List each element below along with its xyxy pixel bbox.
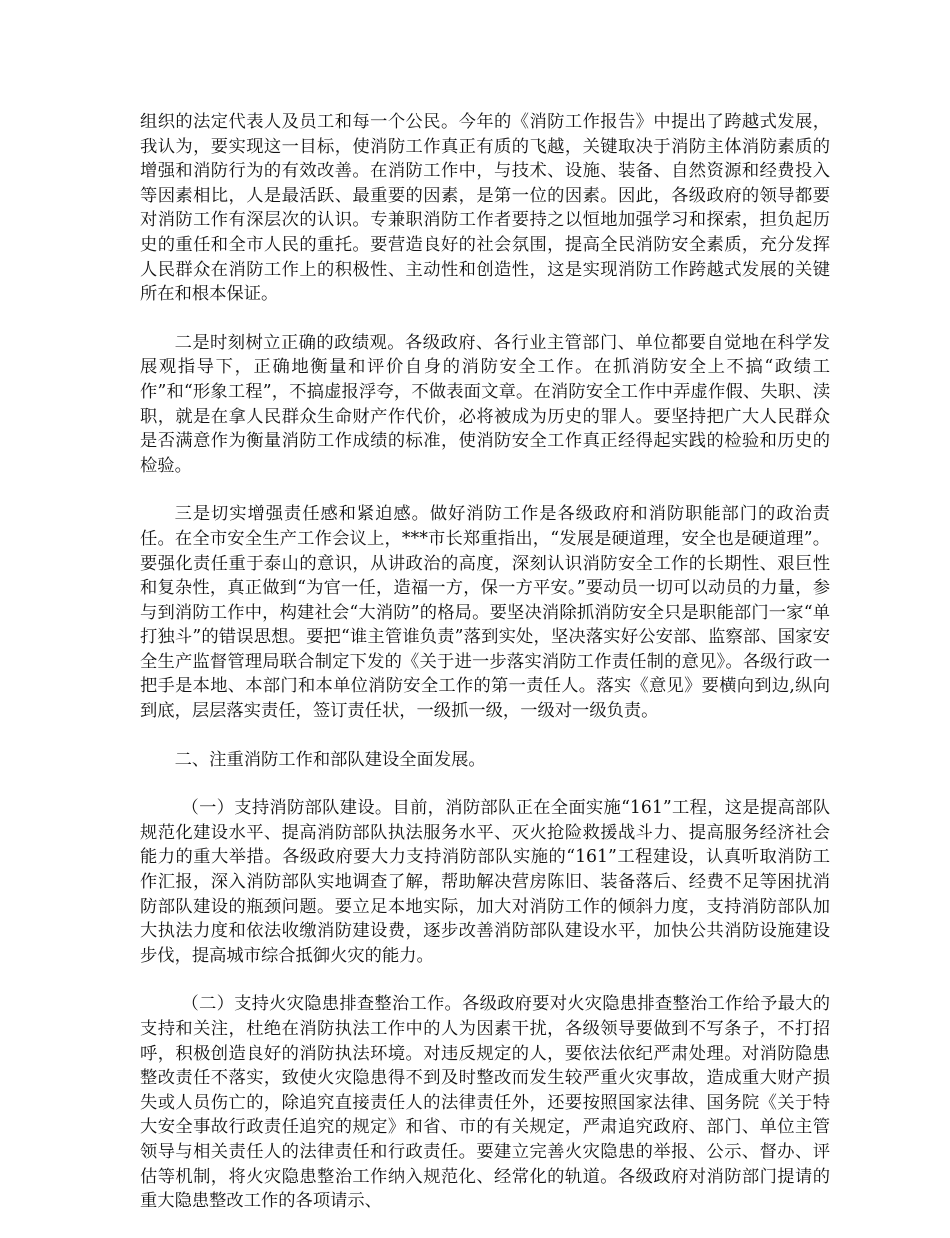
paragraph-political-achievement: 二是时刻树立正确的政绩观。各级政府、各行业主管部门、单位都要自觉地在科学发展观指导下，正确地衡量和评价自身的消防安全工作。在抓消防安全上不搞“政绩工作”和“形象工程”，不搞虚报浮夸，不做表面文章。在消防安全工作中弄虚作假、失职、渎职，就是在拿人民群众生命财产作代价，必将被成为历史的罪人。要坚持把广大人民群众是否满意作为衡量消防工作成绩的标准，使消防安全工作真正经得起实践的检验和历史的检验。 xyxy=(140,332,830,476)
section-heading-two: 二、注重消防工作和部队建设全面发展。 xyxy=(174,749,486,770)
paragraph-hazard-rectification: （二）支持火灾隐患排查整治工作。各级政府要对火灾隐患排查整治工作给予最大的支持和关注，杜绝在消防执法工作中的人为因素干扰，各级领导要做到不写条子，不打招呼，积极创造良好的消防执法环境。对违反规定的人，要依法依纪严肃处理。对消防隐患整改责任不落实，致使火灾隐患得不到及时整改而发生较严重火灾事故，造成重大财产损失或人员伤亡的，除追究直接责任人的法律责任外，还要按照国家法律、国务院《关于特大安全事故行政责任追究的规定》和省、市的有关规定，严肃追究政府、部门、单位主管领导与相关责任人的法律责任和行政责任。要建立完善火灾隐患的举报、公示、督办、评估等机制，将火灾隐患整治工作纳入规范化、经常化的轨道。各级政府对消防部门提请的重大隐患整改工作的各项请示、 xyxy=(140,994,830,1212)
paragraph-support-fire-brigade: （一）支持消防部队建设。目前，消防部队正在全面实施“161”工程，这是提高部队规范化建设水平、提高消防部队执法服务水平、灭火抢险救援战斗力、提高服务经济社会能力的重大举措。各级政府要大力支持消防部队实施的“161”工程建设，认真听取消防工作汇报，深入消防部队实地调查了解，帮助解决营房陈旧、装备落后、经费不足等困扰消防部队建设的瓶颈问题。要立足本地实际，加大对消防工作的倾斜力度，支持消防部队加大执法力度和依法收缴消防建设费，逐步改善消防部队建设水平，加快公共消防设施建设步伐，提高城市综合抵御火灾的能力。 xyxy=(140,798,830,966)
paragraph-intro: 组织的法定代表人及员工和每一个公民。今年的《消防工作报告》中提出了跨越式发展，我认为，要实现这一目标，使消防工作真正有质的飞越，关键取决于消防主体消防素质的增强和消防行为的有效改善。在消防工作中，与技术、设施、装备、自然资源和经费投入等因素相比，人是最活跃、最重要的因素，是第一位的因素。因此，各级政府的领导都要对消防工作有深层次的认识。专兼职消防工作者要持之以恒地加强学习和探索，担负起历史的重任和全市人民的重托。要营造良好的社会氛围，提高全民消防安全素质，充分发挥人民群众在消防工作上的积极性、主动性和创造性，这是实现消防工作跨越式发展的关键所在和根本保证。 xyxy=(140,112,830,305)
paragraph-responsibility: 三是切实增强责任感和紧迫感。做好消防工作是各级政府和消防职能部门的政治责任。在全市安全生产工作会议上，***市长郑重指出，“发展是硬道理，安全也是硬道理”。要强化责任重于泰山的意识，从讲政治的高度，深刻认识消防安全工作的长期性、艰巨性和复杂性，真正做到“为官一任，造福一方，保一方平安。”要动员一切可以动员的力量，参与到消防工作中，构建社会“大消防”的格局。要坚决消除抓消防安全只是职能部门一家“单打独斗”的错误思想。要把“谁主管谁负责”落到实处，坚决落实好公安部、监察部、国家安全生产监督管理局联合制定下发的《关于进一步落实消防工作责任制的意见》。各级行政一把手是本地、本部门和本单位消防安全工作的第一责任人。落实《意见》要横向到边,纵向到底，层层落实责任，签订责任状，一级抓一级，一级对一级负责。 xyxy=(140,504,830,722)
document-body xyxy=(140,110,830,1238)
